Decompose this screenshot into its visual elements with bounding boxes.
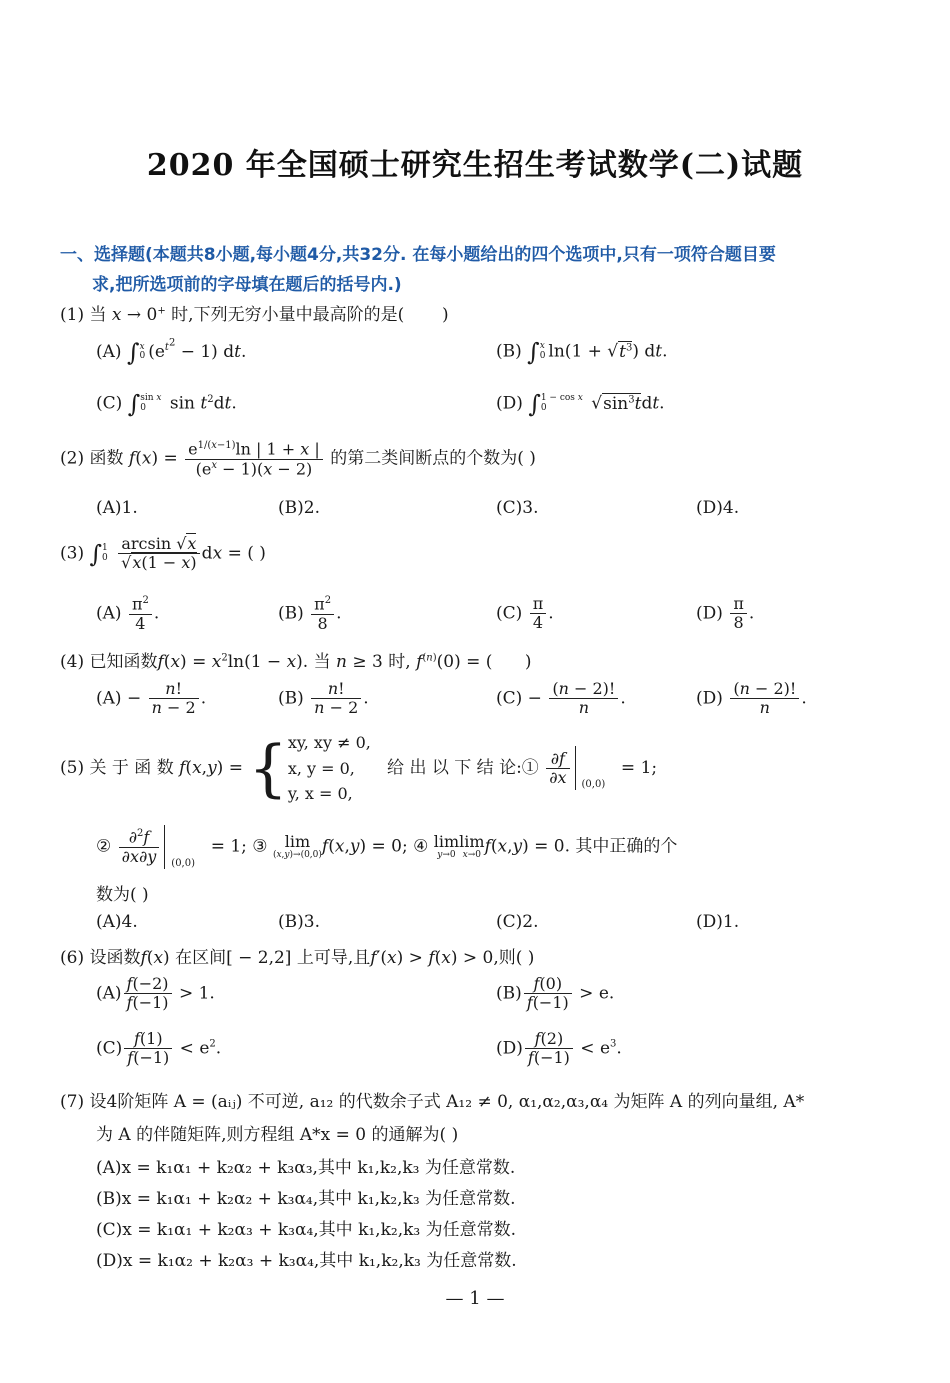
stem-text: = ( ) xyxy=(227,543,266,564)
question-number: (7) xyxy=(60,1092,85,1112)
question-7-stem-cont: 为 A 的伴随矩阵,则方程组 A*x = 0 的通解为( ) xyxy=(96,1125,459,1145)
question-7-option-b: (B)x = k₁α₁ + k₂α₂ + k₃α₄,其中 k₁,k₂,k₃ 为任意常数. xyxy=(96,1189,516,1209)
question-1-option-a: (A) ∫ x 0 $(e^{t^2} - 1)$ dt. xyxy=(96,338,247,367)
question-4-option-a: (A) − $\frac{n!}{n - 2}$ . xyxy=(96,679,207,718)
question-5-stem-end: 数为( ) xyxy=(96,885,149,905)
question-1-option-c: (C) ∫ sin x 0 $\sin t^2dt$. xyxy=(96,390,237,418)
question-number: (3) xyxy=(60,543,85,564)
section-heading: 一、选择题(本题共8小题,每小题4分,共32分. 在每小题给出的四个选项中,只有一项符合题目要 xyxy=(60,245,776,265)
question-3-option-d: (D) $\frac{\pi}{8}$ . xyxy=(696,594,755,633)
question-4-option-c: (C) − $\frac{(n - 2)!}{n}$ . xyxy=(496,679,626,718)
question-1-option-d: (D) ∫ 1 − cos x 0 $√\sin^3tdt$. xyxy=(496,390,665,418)
question-6-stem: (6) 设函数f(x) 在区间[ − 2,2] 上可导,且f′(x) > f(x) > 0,则( ) xyxy=(60,948,535,968)
question-4-option-d: (D) $\frac{(n - 2)!}{n}$ . xyxy=(696,679,807,718)
question-7-stem: (7) 设4阶矩阵 A = (aᵢⱼ) 不可逆, a₁₂ 的代数余子式 A₁₂ ≠ 0, α₁,α₂,α₃,α₄ 为矩阵 A 的列向量组, A* xyxy=(60,1092,805,1112)
question-6-option-a: (A) $\frac{f(-2)}{f(-1)}$ > 1. xyxy=(96,974,215,1013)
question-2-option-c: (C)3. xyxy=(496,498,539,518)
question-4-option-b: (B) $\frac{n!}{n - 2}$ . xyxy=(278,679,369,718)
question-2-stem: (2) 函数 f(x) = $\frac{e^{1/(x-1)}\ln | 1 + x |}{(e^x - 1)(x - 2)}$ 的第二类间断点的个数为( ) xyxy=(60,439,536,479)
question-number: (5) xyxy=(60,757,85,778)
option-label: (B) xyxy=(496,341,522,362)
question-number: (6) xyxy=(60,948,85,968)
question-3-option-c: (C) $\frac{\pi}{4}$ . xyxy=(496,594,554,633)
question-2-option-d: (D)4. xyxy=(696,498,740,518)
question-number: (2) xyxy=(60,448,85,469)
question-6-option-b: (B) $\frac{f(0)}{f(-1)}$ > e. xyxy=(496,974,615,1013)
question-7-option-c: (C)x = k₁α₁ + k₂α₃ + k₃α₄,其中 k₁,k₂,k₃ 为任意常数. xyxy=(96,1220,517,1240)
question-6-option-d: (D) $\frac{f(2)}{f(-1)}$ < $e^3$. xyxy=(496,1029,622,1068)
question-5-stem-cont: ② $\frac{\partial^2f}{\partial x\partial y}$ (0,0) = 1; ③ lim (x,y)→(0,0) f(x,y) = 0; ④ lim y→0 lim x→0 f(x,y) = 0. 其中正确的个 xyxy=(96,825,677,869)
question-2-option-a: (A)1. xyxy=(96,498,138,518)
question-7-option-d: (D)x = k₁α₂ + k₂α₃ + k₃α₄,其中 k₁,k₂,k₃ 为任意常数. xyxy=(96,1251,517,1271)
question-1-option-b: (B) ∫ x 0 $\ln(1 + √t^3)$ dt. xyxy=(496,338,668,366)
question-3-option-a: (A) $\frac{\pi^2}{4}$ . xyxy=(96,594,160,633)
question-5-option-a: (A)4. xyxy=(96,912,138,932)
question-3-option-b: (B) $\frac{\pi^2}{8}$ . xyxy=(278,594,342,633)
question-5-stem: (5) 关 于 函 数 f(x,y) = { xy, xy ≠ 0, x, y = 0, y, x = 0, 给 出 以 下 结 论:① $\frac{\partial f}{\partial x}$ (0,0) = 1; xyxy=(60,731,658,805)
question-number: (4) xyxy=(60,652,85,672)
question-6-option-c: (C) $\frac{f(1)}{f(-1)}$ < $e^2$. xyxy=(96,1029,222,1068)
stem-text: 的第二类间断点的个数为( ) xyxy=(330,448,536,469)
question-4-stem: (4) 已知函数$f(x) = x^2\ln(1 - x)$. 当 n ≥ 3 时, $f^{(n)}(0)$ = ( ) xyxy=(60,652,532,672)
page-number: — 1 — xyxy=(445,1288,505,1309)
option-label: (C) xyxy=(96,393,123,414)
question-7-option-a: (A)x = k₁α₁ + k₂α₂ + k₃α₃,其中 k₁,k₂,k₃ 为任意常数. xyxy=(96,1158,516,1178)
question-2-option-b: (B)2. xyxy=(278,498,320,518)
question-5-option-d: (D)1. xyxy=(696,912,740,932)
section-heading-cont: 求,把所选项前的字母填在题后的括号内.) xyxy=(92,275,402,295)
question-5-option-c: (C)2. xyxy=(496,912,539,932)
question-3-stem: (3) ∫ 1 0 $\frac{\arcsin √x}{√x(1 - x)}$ dx = ( ) xyxy=(60,534,266,573)
question-number: (1) xyxy=(60,305,85,325)
page-title: 2020 年全国硕士研究生招生考试数学(二)试题 xyxy=(146,148,804,183)
question-1-stem: (1) 当 x → 0+ 时,下列无穷小量中最高阶的是( ) xyxy=(60,305,449,325)
stem-text: 函数 xyxy=(89,448,124,469)
question-5-option-b: (B)3. xyxy=(278,912,320,932)
option-label: (A) xyxy=(96,341,122,362)
option-label: (D) xyxy=(496,393,523,414)
